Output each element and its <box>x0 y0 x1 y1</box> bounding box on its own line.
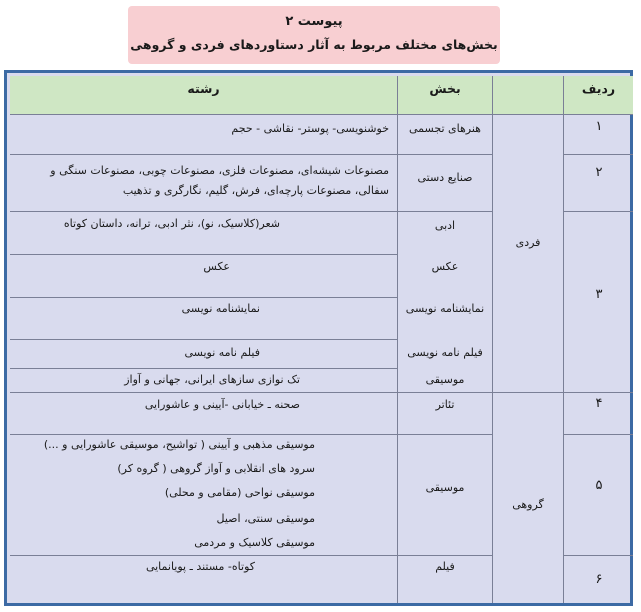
row-number: ۶ <box>595 572 603 587</box>
row-divider <box>10 254 397 255</box>
achievements-table <box>4 70 633 606</box>
row-number: ۴ <box>595 396 603 411</box>
row-divider <box>564 154 633 155</box>
row-number: ۲ <box>595 165 603 180</box>
appendix-title-box <box>128 6 500 64</box>
section-name: فیلم نامه نویسی <box>407 346 483 359</box>
row-divider <box>10 392 633 393</box>
row-divider <box>10 368 397 369</box>
section-name: ادبی <box>434 219 456 232</box>
section-name: عکس <box>431 260 459 273</box>
row-divider <box>564 434 633 435</box>
field-text: خوشنویسی- پوستر- نقاشی - حجم <box>231 122 389 135</box>
section-name: هنرهای تجسمی <box>409 122 481 135</box>
field-text: نمایشنامه نویسی <box>181 302 260 315</box>
col-divider <box>492 114 493 603</box>
row-divider <box>10 154 492 155</box>
category-gorouhi: گروهی <box>512 498 544 511</box>
field-text: شعر(کلاسیک، نو)، نثر ادبی، ترانه، داستان کوتاه <box>63 217 280 230</box>
field-text: موسیقی سنتی، اصیل <box>216 512 315 525</box>
row-divider <box>10 339 397 340</box>
field-text: سرود های انقلابی و آواز گروهی ( گروه کر) <box>117 462 315 475</box>
appendix-subtitle: بخش‌های مختلف مربوط به آثار دستاوردهای فردی و گروهی <box>130 37 498 52</box>
row-number: ۵ <box>595 478 603 493</box>
category-fardi: فردی <box>515 236 541 249</box>
header-bakhsh: بخش <box>429 81 461 96</box>
section-name: موسیقی <box>425 373 465 386</box>
field-text: مصنوعات شیشه‌ای، مصنوعات فلزی، مصنوعات چوبی، مصنوعات سنگی و <box>50 164 389 177</box>
field-text: سفالی، مصنوعات پارچه‌ای، فرش، گلیم، نگارگری و تذهیب <box>122 184 389 197</box>
col-divider <box>397 76 398 603</box>
col-divider <box>492 76 493 114</box>
section-name: موسیقی <box>425 481 465 494</box>
field-text: عکس <box>203 260 230 273</box>
row-number: ۳ <box>595 287 603 302</box>
field-text: موسیقی کلاسیک و مردمی <box>194 536 315 549</box>
section-name: فیلم <box>435 560 455 573</box>
row-divider <box>10 211 492 212</box>
col-divider <box>563 76 564 603</box>
section-name: تئاتر <box>435 398 455 411</box>
field-text: صحنه ـ خیابانی -آیینی و عاشورایی <box>144 398 300 411</box>
field-text: موسیقی نواحی (مقامی و محلی) <box>164 486 315 499</box>
field-text: کوتاه- مستند ـ پویانمایی <box>145 560 255 573</box>
header-radif: ردیف <box>581 81 616 96</box>
row-divider <box>10 297 397 298</box>
row-divider <box>564 555 633 556</box>
appendix-title: پیوست ۲ <box>285 14 343 29</box>
row-number: ۱ <box>595 119 603 134</box>
header-reshteh: رشته <box>187 81 220 96</box>
row-divider <box>10 555 492 556</box>
row-divider <box>564 211 633 212</box>
field-text: فیلم نامه نویسی <box>184 346 260 359</box>
field-text: موسیقی مذهبی و آیینی ( تواشیح، موسیقی عاشورایی و ...) <box>43 438 315 451</box>
field-text: تک نوازی سازهای ایرانی، جهانی و آواز <box>124 373 300 386</box>
row-divider <box>10 114 633 115</box>
section-name: صنایع دستی <box>417 171 473 184</box>
section-name: نمایشنامه نویسی <box>405 302 485 315</box>
